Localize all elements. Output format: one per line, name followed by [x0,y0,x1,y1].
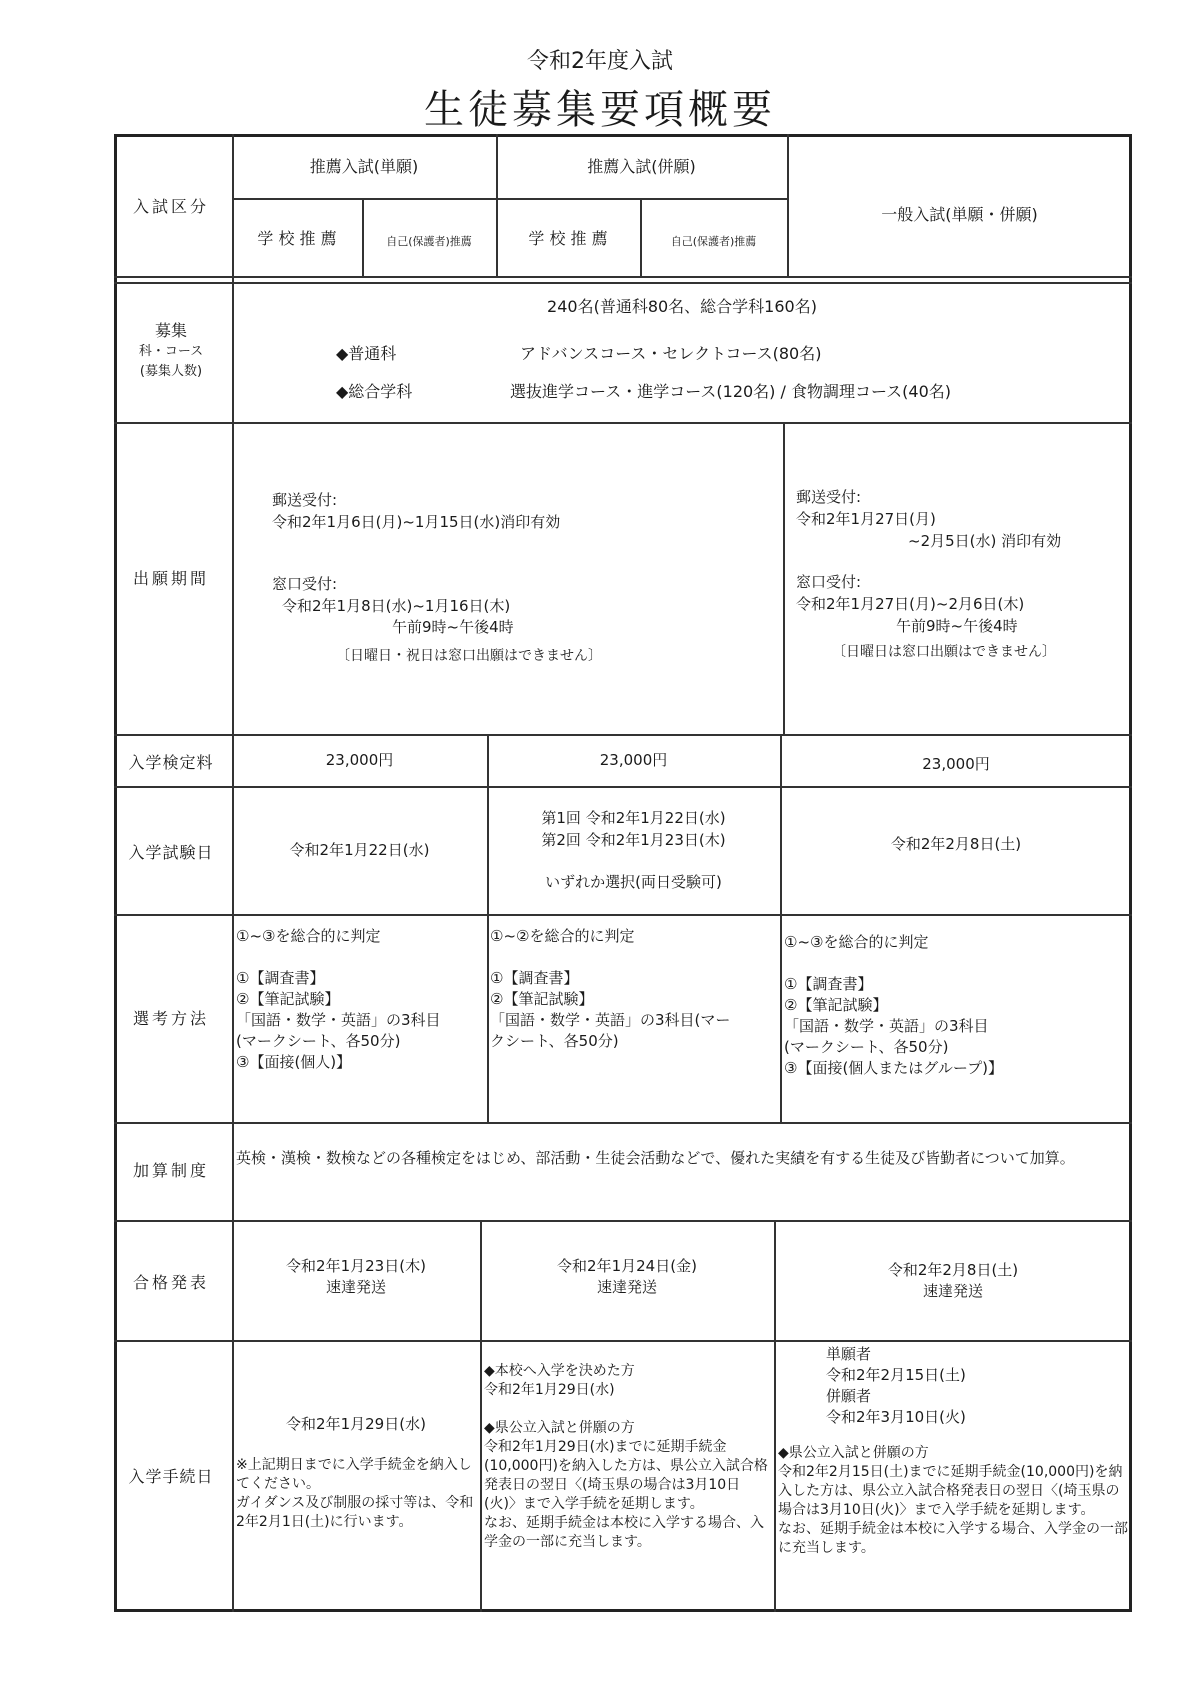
gen-mail-title: 郵送受付: [796,488,862,506]
self-rec-combined: 自己(保護者)推薦 [670,235,757,248]
exam-date-label: 入学試験日 [128,843,214,862]
school-rec-combined: 学 校 推 薦 [528,229,608,248]
rec-mail-date: 令和2年1月6日(月)~1月15日(水)消印有効 [272,513,561,531]
selection-label: 選考方法 [132,1009,209,1028]
application-label: 出願期間 [132,569,209,588]
exam-year-subtitle: 令和2年度入試 [527,49,673,74]
col-divider [783,422,785,734]
row-divider [114,282,1132,284]
gen-window-date: 令和2年1月27日(月)~2月6日(木) [796,595,1025,613]
fee-general: 23,000円 [922,755,990,773]
bonus-text: 英検・漢検・数検などの各種検定をはじめ、部活動・生徒会活動などで、優れた実績を有する生徒及び皆勤者について加算。 [236,1149,1075,1167]
gen-window-time: 午前9時~午後4時 [896,617,1018,635]
rec-single-header: 推薦入試(単願) [309,157,419,176]
rec-window-time: 午前9時~午後4時 [392,618,514,636]
recruitment-label-top: 募集 [154,321,187,340]
gen-mail-date2: ~2月5日(水) 消印有効 [908,532,1062,550]
row-divider [114,1220,1132,1222]
general-header: 一般入試(単願・併願) [881,205,1038,224]
row-divider [114,914,1132,916]
procedure-rec-single-date: 令和2年1月29日(水) [286,1415,426,1433]
rec-window-note: 〔日曜日・祝日は窓口出願はできません〕 [336,648,602,664]
selection-general: ①~③を総合的に判定 ①【調査書】 ②【筆記試験】 「国語・数学・英語」の3科目 (マークシート、各50分) ③【面接(個人またはグループ)】 [784,933,1003,1077]
recruitment-label-mid: 科・コース [138,344,204,359]
row-divider [114,422,1132,424]
label-column-divider [232,134,234,1612]
page-title: 生徒募集要項概要 [424,87,776,133]
selection-rec-combined: ①~②を総合的に判定 ①【調査書】 ②【筆記試験】 「国語・数学・英語」の3科目(マー クシート、各50分) [490,927,731,1050]
exam-date-choice: いずれか選択(両日受験可) [545,873,722,891]
announcement-rec-single: 令和2年1月23日(木) 速達発送 [286,1257,426,1296]
school-rec-single: 学 校 推 薦 [257,229,337,248]
course-integrated-detail: 選抜進学コース・進学コース(120名) / 食物調理コース(40名) [510,382,952,401]
procedure-label: 入学手続日 [128,1467,214,1486]
procedure-rec-single-note: ※上記期日までに入学手続金を納入してください。 ガイダンス及び制服の採寸等は、令和2年2月1日(土)に行います。 [236,1457,474,1530]
row-divider [114,1122,1132,1124]
course-integrated-name: ◆総合学科 [336,382,413,401]
gen-mail-date1: 令和2年1月27日(月) [796,510,936,528]
categories-label: 入試区分 [132,197,209,216]
fee-rec-combined: 23,000円 [599,751,668,769]
announcement-rec-combined: 令和2年1月24日(金) 速達発送 [557,1257,697,1296]
header-subdivider [232,198,787,200]
col-divider [780,734,782,1122]
rec-window-title: 窓口受付: [272,575,338,593]
self-rec-single: 自己(保護者)推薦 [386,235,472,248]
announcement-label: 合格発表 [132,1273,209,1292]
exam-date-round2: 第2回 令和2年1月23日(木) [541,831,726,849]
course-general-name: ◆普通科 [336,344,397,363]
recruitment-total: 240名(普通科80名、総合学科160名) [547,297,817,316]
rec-window-date: 令和2年1月8日(水)~1月16日(木) [282,597,511,615]
exam-date-general: 令和2年2月8日(土) [890,835,1022,853]
col-divider [487,734,489,1122]
fee-label: 入学検定料 [128,753,214,772]
procedure-general-note: ◆県公立入試と併願の方 令和2年2月15日(土)までに延期手続金(10,000円)を納入した方は、県公立入試合格発表日の翌日〈(埼玉県の場合は3月10日(火)〉まで入学手続を延期します。 なお、延期手続金は本校に入学する場合、入学金の一部に充当します。 [778,1445,1128,1556]
exam-date-round1: 第1回 令和2年1月22日(水) [541,809,726,827]
bonus-label: 加算制度 [132,1161,209,1180]
row-divider [114,1340,1132,1342]
rec-mail-title: 郵送受付: [272,491,338,509]
fee-rec-single: 23,000円 [325,751,394,769]
course-general-detail: アドバンスコース・セレクトコース(80名) [520,344,822,363]
procedure-general-dates: 単願者 令和2年2月15日(土) 併願者 令和2年3月10日(火) [826,1345,966,1426]
selection-rec-single: ①~③を総合的に判定 ①【調査書】 ②【筆記試験】 「国語・数学・英語」の3科目 (マークシート、各50分) ③【面接(個人)】 [236,927,441,1071]
exam-date-rec-single: 令和2年1月22日(水) [289,841,430,859]
row-divider [114,786,1132,788]
row-divider [114,734,1132,736]
announcement-general: 令和2年2月8日(土) 速達発送 [887,1261,1019,1300]
gen-window-title: 窓口受付: [796,573,862,591]
procedure-rec-combined: ◆本校へ入学を決めた方 令和2年1月29日(水) ◆県公立入試と併願の方 令和2年1月29日(水)までに延期手続金(10,000円)を納入した方は、県公立入試合格発表日の翌日〈(埼玉県の場合は3月10日(火)〉まで入学手続を延期します。 なお、延期手続金は本校に入学する場合、入学金の一部に充当します。 [484,1363,768,1550]
gen-window-note: 〔日曜日は窓口出願はできません〕 [832,644,1056,660]
recruitment-label-bot: (募集人数) [139,364,203,379]
row-divider [114,276,1132,278]
rec-combined-header: 推薦入試(併願) [587,157,696,176]
